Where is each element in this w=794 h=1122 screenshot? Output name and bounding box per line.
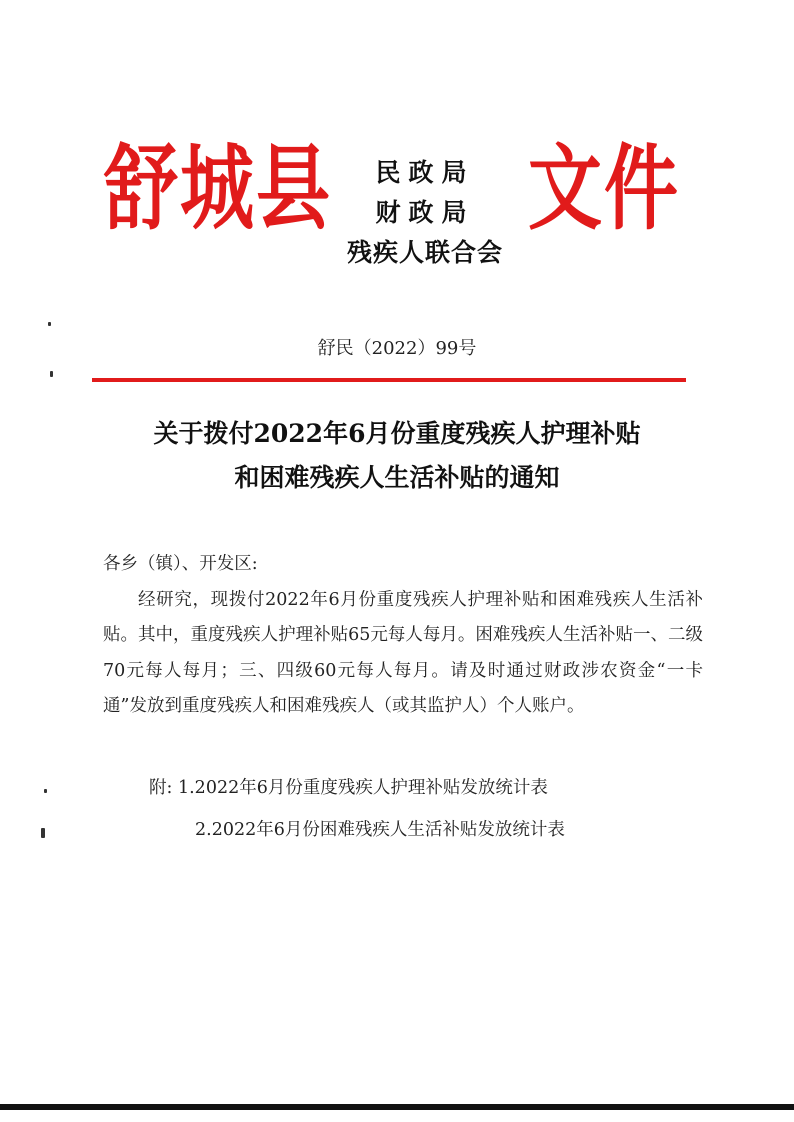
scan-speck	[44, 789, 47, 793]
title-line-1: 关于拨付2022年6月份重度残疾人护理补贴	[153, 419, 641, 448]
addressee: 各乡（镇）、开发区:	[103, 554, 258, 574]
body-paragraph: 经研究，现拨付2022年6月份重度残疾人护理补贴和困难残疾人生活补贴。其中，重度残疾人护理补贴65元每人每月。困难残疾人生活补贴一、二级70元每人每月；三、四级60元每人每月。请及时通过财政涉农资金“一卡通”发放到重度残疾人和困难残疾人（或其监护人）个人账户。	[103, 589, 703, 716]
agency-finance: 财政局	[375, 198, 475, 227]
document-body	[103, 547, 703, 725]
attachment-item-2	[149, 810, 565, 850]
scan-speck	[48, 322, 51, 326]
scan-speck	[50, 371, 53, 377]
agency-disabled-federation: 残疾人联合会	[346, 238, 503, 267]
attachment-label: 附:	[149, 778, 173, 798]
attachment-text-1: 1.2022年6月份重度残疾人护理补贴发放统计表	[177, 778, 548, 798]
scan-edge-bar	[0, 1104, 794, 1110]
attachment-text-2: 2.2022年6月份困难残疾人生活补贴发放统计表	[195, 820, 565, 840]
scan-speck	[41, 828, 45, 838]
red-divider	[92, 378, 686, 382]
county-name: 舒城县	[104, 135, 332, 243]
document-title	[0, 412, 794, 500]
attachment-item-1	[149, 768, 565, 808]
document-suffix: 文件	[528, 135, 680, 243]
title-line-2: 和困难残疾人生活补贴的通知	[234, 463, 560, 492]
document-header	[0, 135, 794, 285]
document-number: 舒民（2022）99号	[317, 338, 477, 359]
attachments	[149, 768, 565, 850]
agency-civil-affairs: 民政局	[375, 158, 475, 187]
issuing-agencies	[330, 153, 520, 273]
